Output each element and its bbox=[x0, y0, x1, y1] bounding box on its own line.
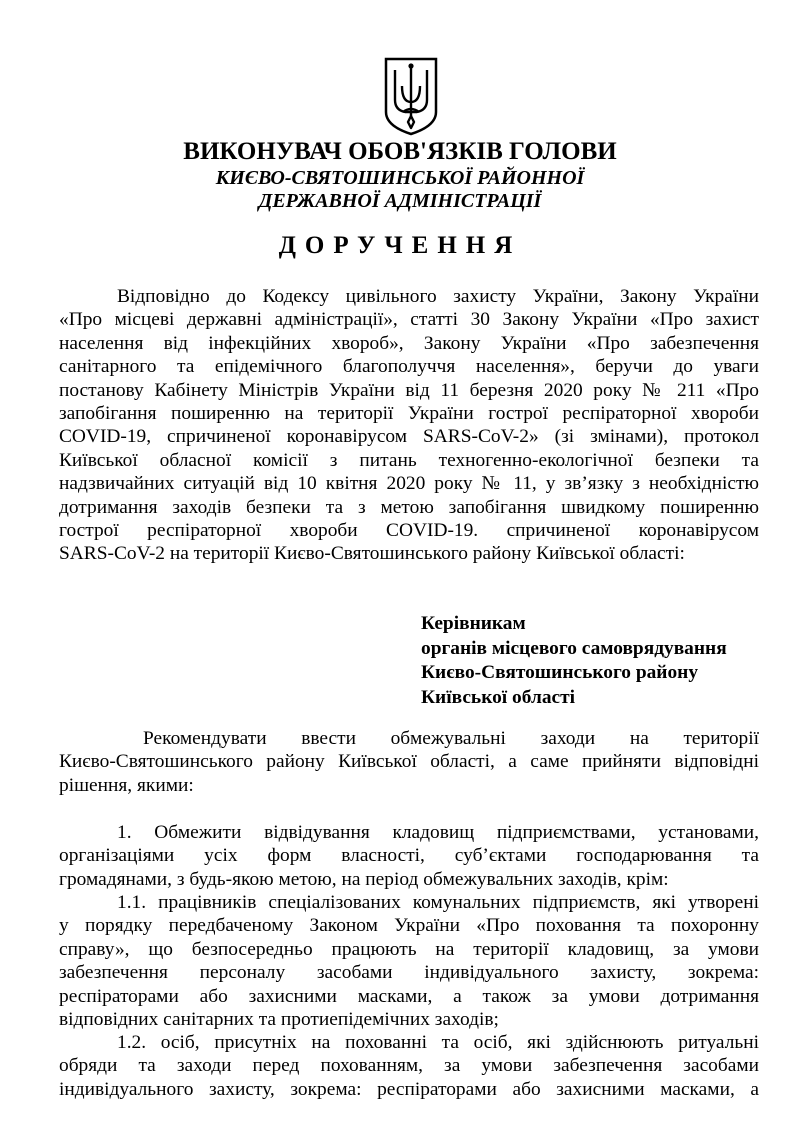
trident-emblem-icon bbox=[383, 56, 439, 136]
preamble-paragraph bbox=[59, 285, 759, 566]
text-line: «Про місцеві державні адміністрації», статті 30 Закону України «Про захист bbox=[59, 309, 759, 331]
issuer-subtitle-line1: КИЄВО-СВЯТОШИНСЬКОЇ РАЙОННОЇ bbox=[215, 167, 585, 189]
text-line: COVID-19, спричиненої коронавірусом SARS-CoV-2» (зі змінами), протокол bbox=[59, 426, 759, 448]
addressee-line: органів місцевого самоврядування bbox=[421, 637, 727, 659]
text-line: гострої респіраторної хвороби COVID-19. спричиненої коронавірусом bbox=[59, 520, 759, 542]
item-1-1-paragraph bbox=[59, 891, 759, 1031]
text-line: Рекомендувати ввести обмежувальні заходи на території bbox=[143, 728, 759, 749]
document-type-title: ДОРУЧЕННЯ bbox=[278, 232, 522, 259]
recommendation-paragraph bbox=[59, 727, 759, 797]
text-line: запобігання поширенню на території України гострої респіраторної хвороби bbox=[59, 403, 759, 425]
text-line: відповідних санітарних та протиепідемічних заходів; bbox=[59, 1009, 499, 1031]
text-line: надзвичайних ситуацій від 10 квітня 2020 року № 11, у зв’язку з необхідністю bbox=[59, 473, 759, 495]
addressee-line: Києво-Святошинського району bbox=[421, 662, 699, 683]
text-line: громадянами, з будь-якою метою, на період обмежувальних заходів, крім: bbox=[59, 868, 669, 890]
text-line: дотримання заходів безпеки та з метою запобігання швидкому поширенню bbox=[59, 496, 759, 518]
text-line: SARS-CoV-2 на території Києво-Святошинського району Київської області: bbox=[59, 543, 685, 565]
text-line: обряди та заходи перед похованням, за умови забезпечення засобами bbox=[59, 1055, 759, 1077]
text-line: Київської обласної комісії з питань техногенно-екологічної безпеки та bbox=[59, 449, 759, 471]
text-line: 1.2. осіб, присутніх на похованні та осіб, які здійснюють ритуальні bbox=[117, 1032, 759, 1053]
issuer-title: ВИКОНУВАЧ ОБОВ'ЯЗКІВ ГОЛОВИ bbox=[183, 138, 617, 165]
text-line: респіраторами або захисними масками, а також за умови дотримання bbox=[59, 985, 759, 1007]
text-line: населення від інфекційних хвороб», Закону України «Про забезпечення bbox=[59, 332, 759, 354]
text-line: індивідуального захисту, зокрема: респіраторами або захисними масками, а bbox=[59, 1078, 759, 1100]
text-line: рішення, якими: bbox=[59, 774, 194, 796]
text-line: справу», що безпосередньо працюють на території кладовищ, за умови bbox=[59, 938, 759, 960]
addressee-line: Київської області bbox=[421, 686, 576, 708]
text-line: організаціями усіх форм власності, суб’єктами господарювання та bbox=[59, 845, 759, 867]
text-line: у порядку передбаченому Законом України «Про поховання та похоронну bbox=[59, 915, 759, 937]
addressee-line: Керівникам bbox=[421, 613, 526, 634]
text-line: забезпечення персоналу засобами індивідуального захисту, зокрема: bbox=[59, 962, 759, 984]
text-line: постанову Кабінету Міністрів України від 11 березня 2020 року № 211 «Про bbox=[59, 379, 759, 401]
text-line: Києво-Святошинського району Київської області, а саме прийняти відповідні bbox=[59, 751, 759, 773]
text-line: Відповідно до Кодексу цивільного захисту України, Закону України bbox=[117, 286, 759, 307]
text-line: санітарного та епідемічного благополуччя населення», беручи до уваги bbox=[59, 356, 759, 378]
text-line: 1. Обмежити відвідування кладовищ підприємствами, установами, bbox=[117, 822, 759, 843]
text-line: 1.1. працівників спеціалізованих комунальних підприємств, які утворені bbox=[117, 892, 759, 913]
item-1-2-paragraph bbox=[59, 1031, 759, 1101]
issuer-subtitle-line2: ДЕРЖАВНОЇ АДМІНІСТРАЦІЇ bbox=[258, 190, 542, 212]
addressee-block bbox=[421, 612, 727, 710]
item-1-paragraph bbox=[59, 821, 759, 891]
